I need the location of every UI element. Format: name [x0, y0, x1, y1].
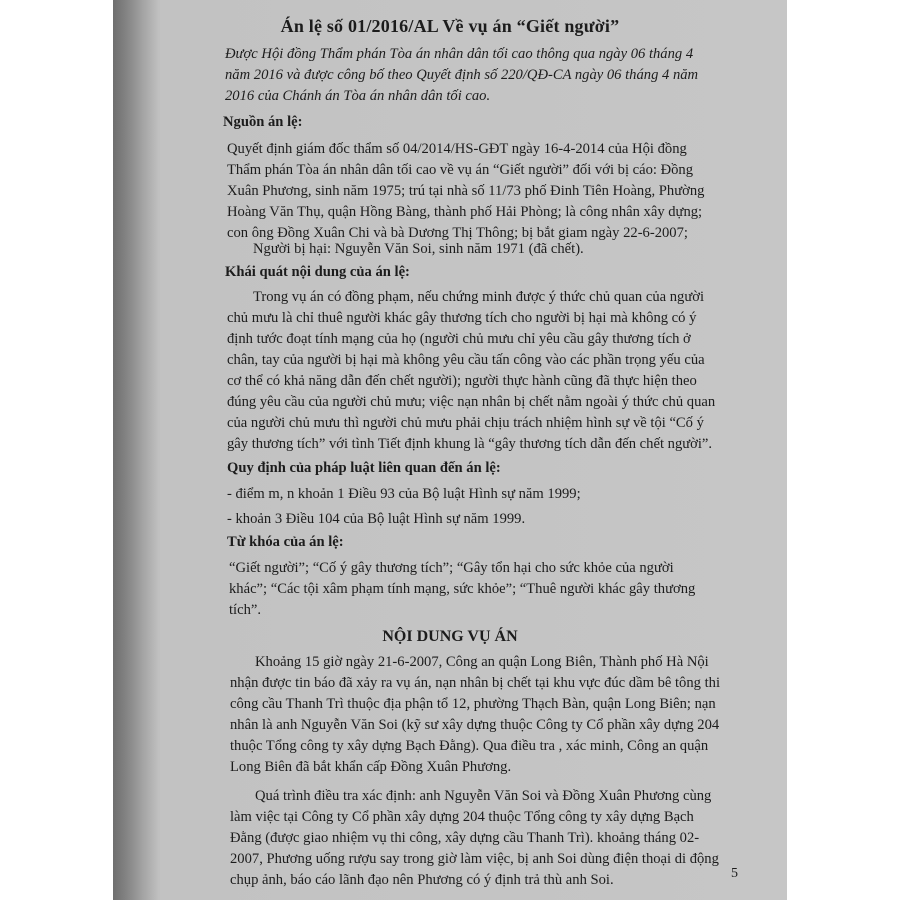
source-line: Hoàng Văn Thụ, quận Hồng Bàng, thành phố Hải Phòng; là công nhân xây dựng; [227, 204, 703, 220]
keywords-line: “Giết người”; “Cố ý gây thương tích”; “Gây tổn hại cho sức khỏe của người [229, 560, 674, 576]
page-number: 5 [731, 866, 738, 881]
case-paragraph-line: công cầu Thanh Trì thuộc địa phận tổ 12, phường Thạch Bàn, quận Long Biên; nạn [230, 696, 716, 712]
summary-line: chủ mưu là chỉ thuê người khác gây thương tích cho người bị hại mà không có ý [227, 310, 697, 326]
source-line: Thẩm phán Tòa án nhân dân tối cao về vụ án “Giết người” đối với bị cáo: Đồng [227, 162, 694, 178]
case-paragraph-line: nhận được tin báo đã xảy ra vụ án, nạn nhân bị chết tại khu vực đúc dầm bê tông thi [230, 675, 720, 691]
document-title: Án lệ số 01/2016/AL Về vụ án “Giết người” [280, 16, 620, 36]
source-line: Xuân Phương, sinh năm 1975; trú tại nhà số 11/73 phố Đinh Tiên Hoàng, Phường [227, 183, 705, 199]
case-paragraph-line: Đằng (được giao nhiệm vụ thi công, xây dựng cầu Thanh Trì). khoảng tháng 02- [230, 830, 700, 846]
law-heading: Quy định của pháp luật liên quan đến án lệ: [227, 460, 501, 476]
summary-line: chân, tay của người bị hại mà không yêu cầu tấn công vào các phần trọng yếu của [227, 352, 705, 368]
case-paragraph-line: thuộc Tổng công ty xây dựng Bạch Đằng). Qua điều tra , xác minh, Công an quận [230, 738, 709, 754]
keywords-heading: Từ khóa của án lệ: [227, 534, 344, 550]
law-line: - điểm m, n khoản 1 Điều 93 của Bộ luật Hình sự năm 1999; [227, 486, 581, 502]
keywords-line: tích”. [229, 602, 262, 618]
summary-line: định tước đoạt tính mạng của họ (người chủ mưu chỉ yêu cầu gây thương tích ở [227, 331, 691, 347]
keywords-line: khác”; “Các tội xâm phạm tính mạng, sức khỏe”; “Thuê người khác gây thương [229, 581, 696, 597]
case-paragraph-line: làm việc tại Công ty Cổ phần xây dựng 204 thuộc Tổng công ty xây dựng Bạch [230, 809, 694, 825]
source-line: con ông Đồng Xuân Chi và bà Dương Thị Thông; bị bắt giam ngày 22-6-2007; [227, 225, 688, 241]
case-paragraph-line: 2007, Phương uống rượu say trong giờ làm việc, bị anh Soi dùng điện thoại di động [230, 851, 719, 867]
summary-line: gây thương tích” với tình Tiết định khung là “gây thương tích dẫn đến chết người”. [227, 436, 713, 452]
summary-line: của người chủ mưu thì người chủ mưu phải chịu trách nhiệm hình sự về tội “Cố ý [227, 415, 704, 431]
summary-line: Trong vụ án có đồng phạm, nếu chứng minh được ý thức chủ quan của người [253, 289, 705, 305]
case-paragraph-line: Quá trình điều tra xác định: anh Nguyễn Văn Soi và Đồng Xuân Phương cùng [255, 788, 712, 804]
case-paragraph-line: Khoảng 15 giờ ngày 21-6-2007, Công an quận Long Biên, Thành phố Hà Nội [255, 654, 709, 670]
victim-line: Người bị hại: Nguyễn Văn Soi, sinh năm 1971 (đã chết). [253, 241, 584, 257]
case-paragraph-line: chụp ảnh, báo cáo lãnh đạo nên Phương có ý định trả thù anh Soi. [230, 872, 614, 888]
intro-line: năm 2016 và được công bố theo Quyết định số 220/QĐ-CA ngày 06 tháng 4 năm [225, 67, 699, 83]
source-heading: Nguồn án lệ: [223, 114, 303, 130]
document-page [113, 0, 787, 900]
case-heading: NỘI DUNG VỤ ÁN [382, 628, 518, 645]
summary-line: đúng yêu cầu của người chủ mưu; việc nạn nhân bị chết nằm ngoài ý thức chủ quan [227, 394, 716, 410]
case-paragraph-line: nhân là anh Nguyễn Văn Soi (kỹ sư xây dựng thuộc Công ty Cổ phần xây dựng 204 [230, 717, 720, 733]
case-paragraph-line: Long Biên đã bắt khẩn cấp Đồng Xuân Phương. [230, 759, 512, 775]
law-line: - khoản 3 Điều 104 của Bộ luật Hình sự năm 1999. [227, 511, 526, 527]
source-line: Quyết định giám đốc thẩm số 04/2014/HS-GĐT ngày 16-4-2014 của Hội đồng [227, 141, 687, 157]
intro-line: Được Hội đồng Thẩm phán Tòa án nhân dân tối cao thông qua ngày 06 tháng 4 [225, 46, 694, 62]
summary-heading: Khái quát nội dung của án lệ: [225, 264, 410, 280]
summary-line: cơ thể có khả năng dẫn đến chết người); người thực hành cũng đã thực hiện theo [227, 373, 697, 389]
intro-line: 2016 của Chánh án Tòa án nhân dân tối cao. [225, 88, 491, 104]
